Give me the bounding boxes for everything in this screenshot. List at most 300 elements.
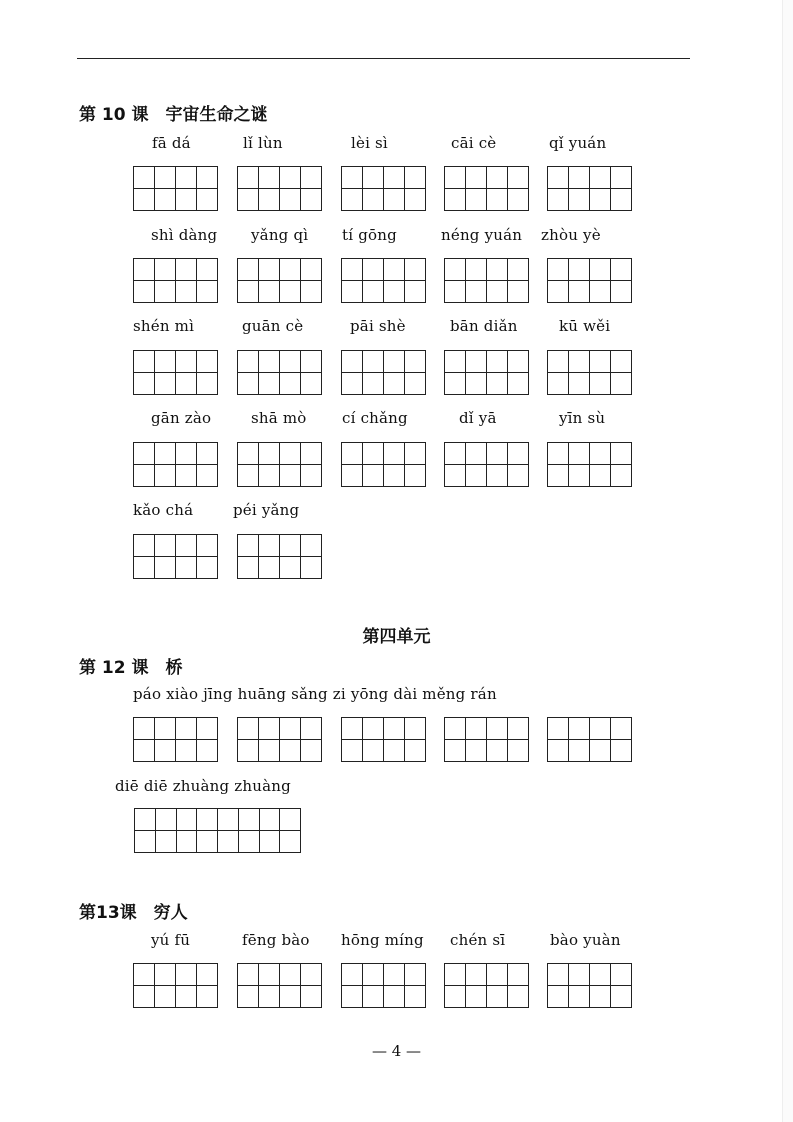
grid-cell[interactable]: [384, 986, 405, 1008]
grid-cell[interactable]: [134, 167, 155, 189]
grid-cell[interactable]: [445, 189, 466, 211]
grid-cell[interactable]: [466, 259, 487, 281]
grid-cell[interactable]: [134, 465, 155, 487]
grid-cell[interactable]: [466, 167, 487, 189]
grid-cell[interactable]: [466, 465, 487, 487]
grid-cell[interactable]: [487, 281, 508, 303]
grid-cell[interactable]: [280, 373, 301, 395]
grid-cell[interactable]: [239, 809, 260, 831]
grid-cell[interactable]: [155, 189, 176, 211]
grid-cell[interactable]: [590, 351, 611, 373]
grid-cell[interactable]: [238, 465, 259, 487]
grid-cell[interactable]: [508, 740, 529, 762]
writing-grid[interactable]: [341, 442, 426, 487]
grid-cell[interactable]: [177, 809, 198, 831]
grid-cell[interactable]: [508, 351, 529, 373]
grid-cell[interactable]: [466, 443, 487, 465]
grid-cell[interactable]: [590, 189, 611, 211]
grid-cell[interactable]: [176, 557, 197, 579]
writing-grid[interactable]: [237, 534, 322, 579]
grid-cell[interactable]: [569, 986, 590, 1008]
grid-cell[interactable]: [155, 167, 176, 189]
grid-cell[interactable]: [197, 557, 218, 579]
grid-cell[interactable]: [466, 740, 487, 762]
grid-cell[interactable]: [466, 986, 487, 1008]
grid-cell[interactable]: [134, 373, 155, 395]
grid-cell[interactable]: [155, 557, 176, 579]
grid-cell[interactable]: [384, 259, 405, 281]
grid-cell[interactable]: [445, 740, 466, 762]
grid-cell[interactable]: [238, 373, 259, 395]
grid-cell[interactable]: [301, 964, 322, 986]
grid-cell[interactable]: [135, 831, 156, 853]
grid-cell[interactable]: [405, 373, 426, 395]
writing-grid[interactable]: [341, 258, 426, 303]
grid-cell[interactable]: [569, 740, 590, 762]
grid-cell[interactable]: [280, 189, 301, 211]
grid-cell[interactable]: [176, 351, 197, 373]
grid-cell[interactable]: [363, 167, 384, 189]
grid-cell[interactable]: [363, 718, 384, 740]
grid-cell[interactable]: [301, 557, 322, 579]
grid-cell[interactable]: [342, 964, 363, 986]
grid-cell[interactable]: [384, 281, 405, 303]
grid-cell[interactable]: [176, 281, 197, 303]
grid-cell[interactable]: [197, 259, 218, 281]
grid-cell[interactable]: [301, 443, 322, 465]
grid-cell[interactable]: [487, 986, 508, 1008]
grid-cell[interactable]: [342, 281, 363, 303]
grid-cell[interactable]: [259, 443, 280, 465]
grid-cell[interactable]: [176, 465, 197, 487]
grid-cell[interactable]: [155, 535, 176, 557]
grid-cell[interactable]: [508, 718, 529, 740]
grid-cell[interactable]: [280, 718, 301, 740]
writing-grid[interactable]: [547, 258, 632, 303]
grid-cell[interactable]: [466, 373, 487, 395]
writing-grid[interactable]: [341, 166, 426, 211]
grid-cell[interactable]: [466, 718, 487, 740]
grid-cell[interactable]: [363, 281, 384, 303]
grid-cell[interactable]: [134, 535, 155, 557]
grid-cell[interactable]: [238, 351, 259, 373]
grid-cell[interactable]: [176, 167, 197, 189]
grid-cell[interactable]: [508, 964, 529, 986]
grid-cell[interactable]: [301, 373, 322, 395]
grid-cell[interactable]: [548, 740, 569, 762]
grid-cell[interactable]: [405, 189, 426, 211]
grid-cell[interactable]: [487, 259, 508, 281]
grid-cell[interactable]: [363, 259, 384, 281]
grid-cell[interactable]: [363, 465, 384, 487]
grid-cell[interactable]: [134, 964, 155, 986]
grid-cell[interactable]: [280, 259, 301, 281]
grid-cell[interactable]: [259, 259, 280, 281]
grid-cell[interactable]: [238, 718, 259, 740]
grid-cell[interactable]: [197, 167, 218, 189]
grid-cell[interactable]: [548, 718, 569, 740]
grid-cell[interactable]: [384, 964, 405, 986]
grid-cell[interactable]: [548, 443, 569, 465]
grid-cell[interactable]: [363, 351, 384, 373]
grid-cell[interactable]: [177, 831, 198, 853]
grid-cell[interactable]: [445, 718, 466, 740]
grid-cell[interactable]: [259, 557, 280, 579]
grid-cell[interactable]: [176, 535, 197, 557]
grid-cell[interactable]: [280, 831, 301, 853]
grid-cell[interactable]: [508, 167, 529, 189]
grid-cell[interactable]: [134, 281, 155, 303]
grid-cell[interactable]: [548, 986, 569, 1008]
grid-cell[interactable]: [301, 351, 322, 373]
grid-cell[interactable]: [611, 443, 632, 465]
writing-grid[interactable]: [341, 963, 426, 1008]
grid-cell[interactable]: [611, 189, 632, 211]
grid-cell[interactable]: [590, 964, 611, 986]
grid-cell[interactable]: [176, 740, 197, 762]
grid-cell[interactable]: [508, 986, 529, 1008]
grid-cell[interactable]: [384, 167, 405, 189]
grid-cell[interactable]: [301, 535, 322, 557]
grid-cell[interactable]: [590, 167, 611, 189]
grid-cell[interactable]: [342, 986, 363, 1008]
writing-grid[interactable]: [547, 350, 632, 395]
grid-cell[interactable]: [176, 986, 197, 1008]
grid-cell[interactable]: [260, 809, 281, 831]
grid-cell[interactable]: [548, 465, 569, 487]
grid-cell[interactable]: [405, 259, 426, 281]
grid-cell[interactable]: [197, 443, 218, 465]
grid-cell[interactable]: [259, 718, 280, 740]
grid-cell[interactable]: [569, 373, 590, 395]
grid-cell[interactable]: [238, 964, 259, 986]
grid-cell[interactable]: [197, 740, 218, 762]
grid-cell[interactable]: [218, 809, 239, 831]
grid-cell[interactable]: [363, 740, 384, 762]
grid-cell[interactable]: [590, 740, 611, 762]
grid-cell[interactable]: [238, 740, 259, 762]
writing-grid[interactable]: [547, 717, 632, 762]
grid-cell[interactable]: [134, 740, 155, 762]
writing-grid[interactable]: [341, 717, 426, 762]
writing-grid[interactable]: [133, 350, 218, 395]
grid-cell[interactable]: [156, 809, 177, 831]
grid-cell[interactable]: [176, 373, 197, 395]
grid-cell[interactable]: [238, 281, 259, 303]
grid-cell[interactable]: [445, 259, 466, 281]
grid-cell[interactable]: [280, 740, 301, 762]
grid-cell[interactable]: [342, 167, 363, 189]
grid-cell[interactable]: [259, 740, 280, 762]
grid-cell[interactable]: [384, 351, 405, 373]
grid-cell[interactable]: [548, 167, 569, 189]
grid-cell[interactable]: [301, 189, 322, 211]
grid-cell[interactable]: [445, 351, 466, 373]
grid-cell[interactable]: [548, 964, 569, 986]
grid-cell[interactable]: [611, 351, 632, 373]
grid-cell[interactable]: [238, 535, 259, 557]
writing-grid[interactable]: [133, 963, 218, 1008]
grid-cell[interactable]: [487, 740, 508, 762]
grid-cell[interactable]: [197, 964, 218, 986]
grid-cell[interactable]: [342, 740, 363, 762]
writing-grid[interactable]: [444, 166, 529, 211]
grid-cell[interactable]: [590, 465, 611, 487]
grid-cell[interactable]: [155, 986, 176, 1008]
grid-cell[interactable]: [569, 964, 590, 986]
writing-grid[interactable]: [133, 534, 218, 579]
grid-cell[interactable]: [548, 259, 569, 281]
grid-cell[interactable]: [197, 809, 218, 831]
grid-cell[interactable]: [134, 718, 155, 740]
grid-cell[interactable]: [611, 465, 632, 487]
grid-cell[interactable]: [569, 281, 590, 303]
grid-cell[interactable]: [466, 189, 487, 211]
grid-cell[interactable]: [342, 189, 363, 211]
grid-cell[interactable]: [197, 465, 218, 487]
writing-grid[interactable]: [237, 442, 322, 487]
grid-cell[interactable]: [342, 465, 363, 487]
grid-cell[interactable]: [155, 718, 176, 740]
grid-cell[interactable]: [301, 465, 322, 487]
writing-grid[interactable]: [547, 963, 632, 1008]
writing-grid[interactable]: [444, 717, 529, 762]
grid-cell[interactable]: [280, 535, 301, 557]
grid-cell[interactable]: [197, 831, 218, 853]
writing-grid[interactable]: [133, 442, 218, 487]
writing-grid[interactable]: [133, 258, 218, 303]
grid-cell[interactable]: [569, 465, 590, 487]
grid-cell[interactable]: [611, 718, 632, 740]
grid-cell[interactable]: [155, 281, 176, 303]
grid-cell[interactable]: [590, 443, 611, 465]
grid-cell[interactable]: [134, 351, 155, 373]
grid-cell[interactable]: [466, 351, 487, 373]
grid-cell[interactable]: [342, 259, 363, 281]
grid-cell[interactable]: [590, 373, 611, 395]
grid-cell[interactable]: [569, 718, 590, 740]
grid-cell[interactable]: [155, 259, 176, 281]
grid-cell[interactable]: [487, 964, 508, 986]
grid-cell[interactable]: [548, 281, 569, 303]
grid-cell[interactable]: [445, 986, 466, 1008]
grid-cell[interactable]: [238, 443, 259, 465]
grid-cell[interactable]: [342, 443, 363, 465]
grid-cell[interactable]: [590, 986, 611, 1008]
grid-cell[interactable]: [384, 373, 405, 395]
grid-cell[interactable]: [155, 443, 176, 465]
grid-cell[interactable]: [445, 465, 466, 487]
grid-cell[interactable]: [508, 373, 529, 395]
grid-cell[interactable]: [155, 351, 176, 373]
grid-cell[interactable]: [508, 281, 529, 303]
grid-cell[interactable]: [384, 465, 405, 487]
grid-cell[interactable]: [134, 189, 155, 211]
grid-cell[interactable]: [280, 557, 301, 579]
grid-cell[interactable]: [342, 351, 363, 373]
grid-cell[interactable]: [611, 281, 632, 303]
grid-cell[interactable]: [156, 831, 177, 853]
grid-cell[interactable]: [384, 443, 405, 465]
writing-grid[interactable]: [444, 258, 529, 303]
grid-cell[interactable]: [280, 986, 301, 1008]
grid-cell[interactable]: [611, 964, 632, 986]
grid-cell[interactable]: [155, 740, 176, 762]
grid-cell[interactable]: [135, 809, 156, 831]
grid-cell[interactable]: [259, 964, 280, 986]
writing-grid[interactable]: [444, 350, 529, 395]
grid-cell[interactable]: [197, 718, 218, 740]
grid-cell[interactable]: [405, 351, 426, 373]
grid-cell[interactable]: [197, 189, 218, 211]
writing-grid[interactable]: [237, 350, 322, 395]
grid-cell[interactable]: [134, 259, 155, 281]
grid-cell[interactable]: [197, 986, 218, 1008]
writing-grid[interactable]: [133, 166, 218, 211]
grid-cell[interactable]: [405, 718, 426, 740]
grid-cell[interactable]: [280, 281, 301, 303]
grid-cell[interactable]: [363, 986, 384, 1008]
grid-cell[interactable]: [259, 465, 280, 487]
grid-cell[interactable]: [590, 718, 611, 740]
grid-cell[interactable]: [280, 964, 301, 986]
grid-cell[interactable]: [155, 964, 176, 986]
grid-cell[interactable]: [487, 189, 508, 211]
grid-cell[interactable]: [155, 373, 176, 395]
grid-cell[interactable]: [176, 964, 197, 986]
writing-grid[interactable]: [444, 442, 529, 487]
grid-cell[interactable]: [548, 351, 569, 373]
grid-cell[interactable]: [280, 465, 301, 487]
grid-cell[interactable]: [384, 189, 405, 211]
writing-grid[interactable]: [237, 258, 322, 303]
grid-cell[interactable]: [238, 557, 259, 579]
writing-grid[interactable]: [237, 166, 322, 211]
grid-cell[interactable]: [611, 373, 632, 395]
grid-cell[interactable]: [259, 351, 280, 373]
grid-cell[interactable]: [259, 535, 280, 557]
grid-cell[interactable]: [155, 465, 176, 487]
grid-cell[interactable]: [445, 281, 466, 303]
grid-cell[interactable]: [611, 259, 632, 281]
grid-cell[interactable]: [405, 964, 426, 986]
grid-cell[interactable]: [134, 557, 155, 579]
grid-cell[interactable]: [176, 189, 197, 211]
grid-cell[interactable]: [239, 831, 260, 853]
grid-cell[interactable]: [445, 443, 466, 465]
grid-cell[interactable]: [569, 443, 590, 465]
grid-cell[interactable]: [259, 373, 280, 395]
grid-cell[interactable]: [508, 259, 529, 281]
writing-grid[interactable]: [444, 963, 529, 1008]
grid-cell[interactable]: [259, 986, 280, 1008]
writing-grid-long[interactable]: [134, 808, 301, 853]
grid-cell[interactable]: [363, 189, 384, 211]
grid-cell[interactable]: [301, 259, 322, 281]
writing-grid[interactable]: [133, 717, 218, 762]
grid-cell[interactable]: [548, 373, 569, 395]
grid-cell[interactable]: [405, 281, 426, 303]
grid-cell[interactable]: [611, 740, 632, 762]
grid-cell[interactable]: [363, 443, 384, 465]
grid-cell[interactable]: [176, 718, 197, 740]
grid-cell[interactable]: [301, 281, 322, 303]
grid-cell[interactable]: [238, 986, 259, 1008]
grid-cell[interactable]: [487, 718, 508, 740]
grid-cell[interactable]: [445, 964, 466, 986]
grid-cell[interactable]: [280, 443, 301, 465]
writing-grid[interactable]: [547, 442, 632, 487]
grid-cell[interactable]: [590, 281, 611, 303]
grid-cell[interactable]: [363, 964, 384, 986]
grid-cell[interactable]: [508, 189, 529, 211]
grid-cell[interactable]: [238, 189, 259, 211]
grid-cell[interactable]: [569, 351, 590, 373]
grid-cell[interactable]: [363, 373, 384, 395]
grid-cell[interactable]: [301, 986, 322, 1008]
grid-cell[interactable]: [238, 259, 259, 281]
grid-cell[interactable]: [342, 373, 363, 395]
grid-cell[interactable]: [487, 443, 508, 465]
grid-cell[interactable]: [445, 167, 466, 189]
writing-grid[interactable]: [237, 717, 322, 762]
grid-cell[interactable]: [197, 535, 218, 557]
grid-cell[interactable]: [259, 167, 280, 189]
grid-cell[interactable]: [405, 167, 426, 189]
grid-cell[interactable]: [405, 986, 426, 1008]
writing-grid[interactable]: [547, 166, 632, 211]
writing-grid[interactable]: [341, 350, 426, 395]
grid-cell[interactable]: [301, 718, 322, 740]
grid-cell[interactable]: [508, 443, 529, 465]
grid-cell[interactable]: [405, 740, 426, 762]
grid-cell[interactable]: [280, 351, 301, 373]
grid-cell[interactable]: [569, 259, 590, 281]
grid-cell[interactable]: [487, 373, 508, 395]
grid-cell[interactable]: [260, 831, 281, 853]
grid-cell[interactable]: [176, 443, 197, 465]
grid-cell[interactable]: [134, 986, 155, 1008]
grid-cell[interactable]: [301, 740, 322, 762]
grid-cell[interactable]: [487, 465, 508, 487]
grid-cell[interactable]: [569, 167, 590, 189]
grid-cell[interactable]: [466, 281, 487, 303]
grid-cell[interactable]: [134, 443, 155, 465]
grid-cell[interactable]: [280, 167, 301, 189]
grid-cell[interactable]: [197, 373, 218, 395]
writing-grid[interactable]: [237, 963, 322, 1008]
grid-cell[interactable]: [487, 167, 508, 189]
grid-cell[interactable]: [590, 259, 611, 281]
grid-cell[interactable]: [176, 259, 197, 281]
grid-cell[interactable]: [259, 189, 280, 211]
grid-cell[interactable]: [405, 443, 426, 465]
grid-cell[interactable]: [466, 964, 487, 986]
grid-cell[interactable]: [569, 189, 590, 211]
grid-cell[interactable]: [218, 831, 239, 853]
grid-cell[interactable]: [445, 373, 466, 395]
grid-cell[interactable]: [301, 167, 322, 189]
grid-cell[interactable]: [197, 351, 218, 373]
grid-cell[interactable]: [611, 986, 632, 1008]
grid-cell[interactable]: [508, 465, 529, 487]
grid-cell[interactable]: [384, 740, 405, 762]
grid-cell[interactable]: [384, 718, 405, 740]
grid-cell[interactable]: [259, 281, 280, 303]
grid-cell[interactable]: [238, 167, 259, 189]
grid-cell[interactable]: [280, 809, 301, 831]
grid-cell[interactable]: [487, 351, 508, 373]
